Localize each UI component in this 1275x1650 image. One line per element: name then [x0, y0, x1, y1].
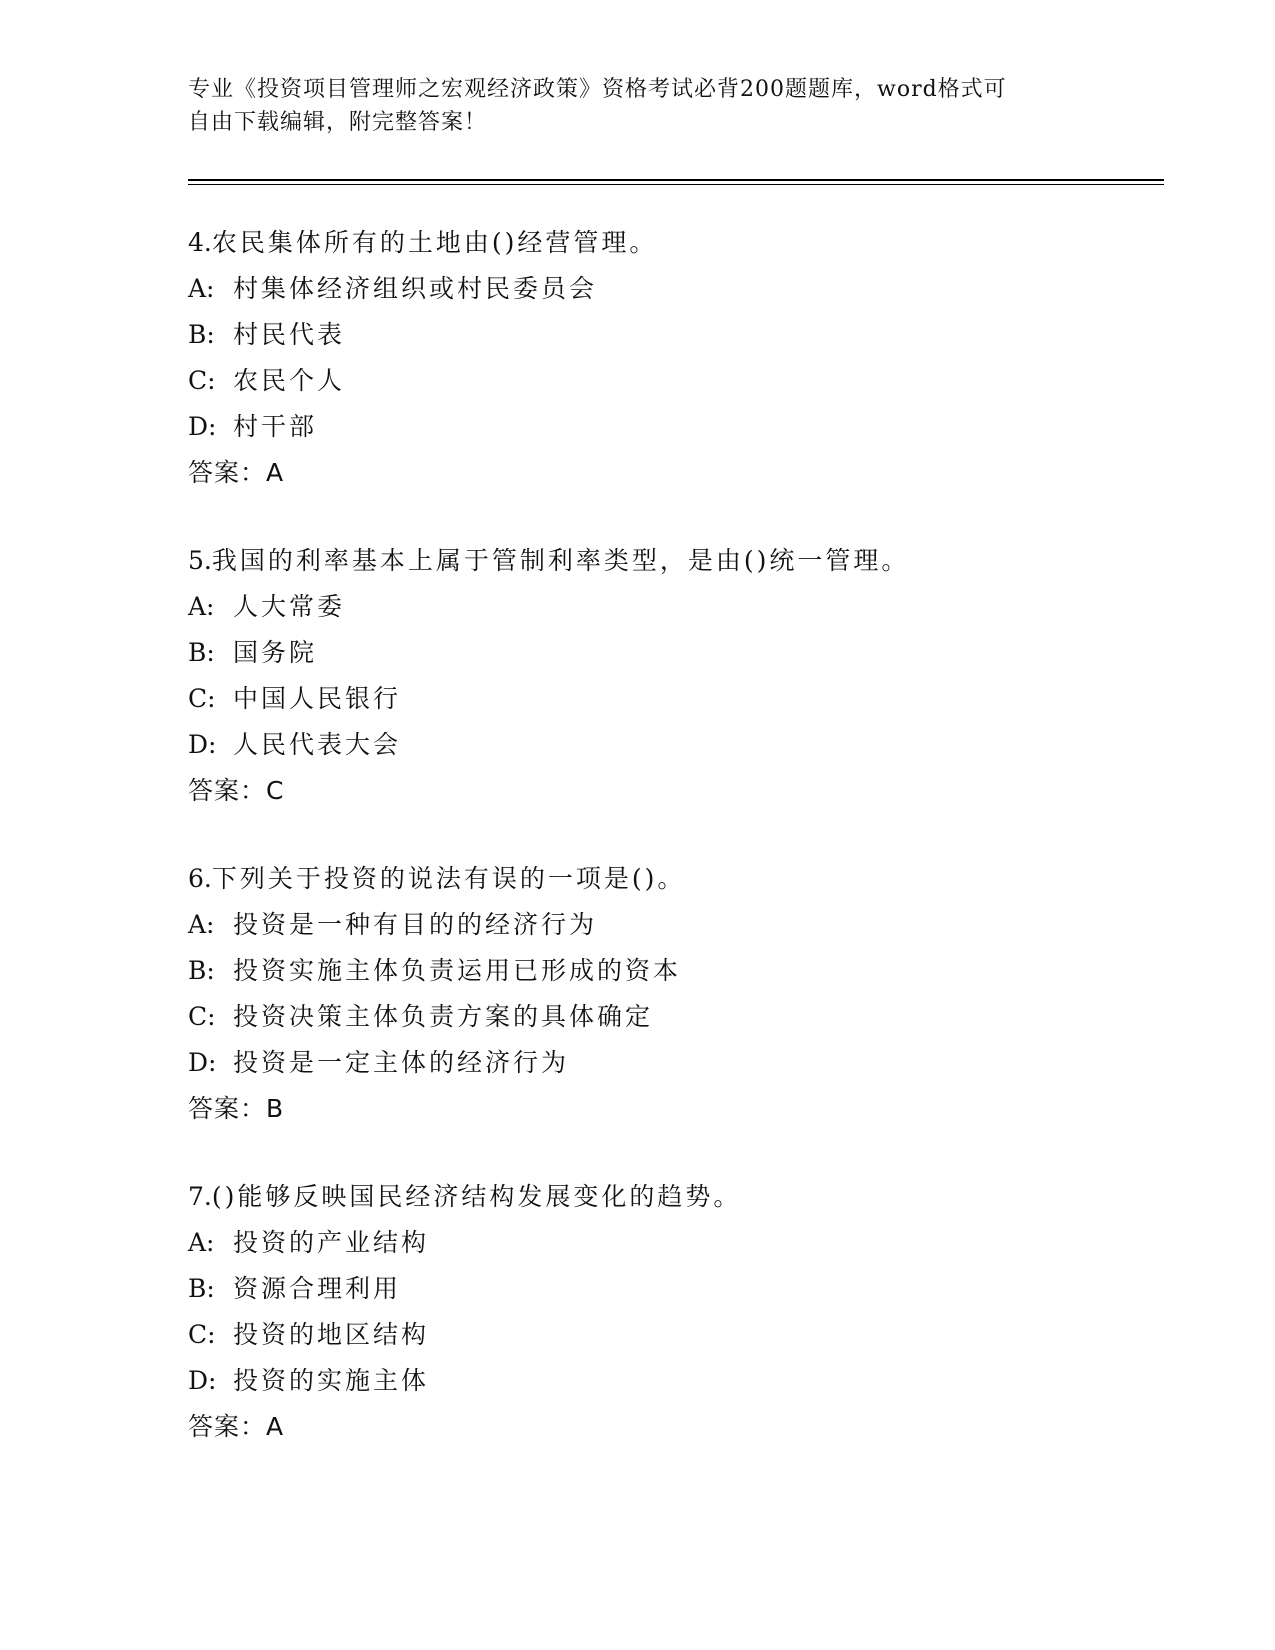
header-line-1: 专业《投资项目管理师之宏观经济政策》资格考试必背200题题库，word格式可	[188, 77, 1007, 102]
question-number: 7.	[188, 1182, 212, 1211]
option-a	[188, 902, 1188, 948]
answer-line: 答案：B	[188, 1094, 285, 1123]
option-d	[188, 1040, 1188, 1086]
option-letter: C:	[188, 1002, 216, 1031]
option-text: 投资决策主体负责方案的具体确定	[233, 1002, 654, 1031]
option-text: 国务院	[233, 638, 318, 667]
question-text: ()能够反映国民经济结构发展变化的趋势。	[211, 1182, 742, 1211]
option-a	[188, 266, 1188, 312]
option-d	[188, 1358, 1188, 1404]
option-a	[188, 1220, 1188, 1266]
option-letter: A:	[188, 1228, 215, 1257]
option-text: 投资是一定主体的经济行为	[233, 1048, 570, 1077]
question-text: 我国的利率基本上属于管制利率类型，是由()统一管理。	[211, 546, 910, 575]
option-b	[188, 312, 1188, 358]
header-divider-thick	[188, 179, 1164, 181]
question-stem	[188, 538, 1188, 584]
question-4	[188, 220, 1188, 496]
option-d	[188, 404, 1188, 450]
option-b	[188, 948, 1188, 994]
option-text: 村干部	[233, 412, 318, 441]
option-text: 资源合理利用	[233, 1274, 402, 1303]
question-5	[188, 538, 1188, 814]
option-d	[188, 722, 1188, 768]
option-letter: D:	[188, 730, 217, 759]
option-text: 人大常委	[233, 592, 346, 621]
question-text: 下列关于投资的说法有误的一项是()。	[211, 864, 686, 893]
option-text: 农民个人	[233, 366, 346, 395]
document-header	[188, 73, 1088, 139]
option-letter: B:	[188, 638, 215, 667]
question-number: 4.	[188, 228, 212, 257]
option-letter: B:	[188, 320, 215, 349]
option-a	[188, 584, 1188, 630]
question-number: 6.	[188, 864, 212, 893]
option-c	[188, 1312, 1188, 1358]
question-stem	[188, 220, 1188, 266]
option-text: 村民代表	[233, 320, 346, 349]
option-text: 中国人民银行	[233, 684, 402, 713]
option-c	[188, 358, 1188, 404]
option-letter: B:	[188, 1274, 215, 1303]
answer-line: 答案：A	[188, 458, 285, 487]
question-stem	[188, 1174, 1188, 1220]
question-7	[188, 1174, 1188, 1450]
header-divider-thin	[188, 184, 1164, 185]
answer-line: 答案：A	[188, 1412, 285, 1441]
option-letter: A:	[188, 910, 215, 939]
option-text: 投资的实施主体	[233, 1366, 430, 1395]
question-6	[188, 856, 1188, 1132]
option-b	[188, 630, 1188, 676]
option-letter: A:	[188, 592, 215, 621]
option-text: 投资的地区结构	[233, 1320, 430, 1349]
option-text: 投资实施主体负责运用已形成的资本	[233, 956, 682, 985]
option-letter: D:	[188, 412, 217, 441]
option-letter: B:	[188, 956, 215, 985]
option-letter: A:	[188, 274, 215, 303]
option-text: 投资是一种有目的的经济行为	[233, 910, 598, 939]
question-text: 农民集体所有的土地由()经营管理。	[211, 228, 658, 257]
option-text: 投资的产业结构	[233, 1228, 430, 1257]
option-letter: D:	[188, 1366, 217, 1395]
question-number: 5.	[188, 546, 212, 575]
option-letter: D:	[188, 1048, 217, 1077]
answer-line: 答案：C	[188, 776, 285, 805]
option-c	[188, 676, 1188, 722]
header-line-2: 自由下载编辑，附完整答案！	[188, 110, 488, 135]
option-c	[188, 994, 1188, 1040]
option-text: 人民代表大会	[233, 730, 402, 759]
option-letter: C:	[188, 1320, 216, 1349]
option-b	[188, 1266, 1188, 1312]
option-letter: C:	[188, 366, 216, 395]
option-text: 村集体经济组织或村民委员会	[233, 274, 598, 303]
question-stem	[188, 856, 1188, 902]
option-letter: C:	[188, 684, 216, 713]
